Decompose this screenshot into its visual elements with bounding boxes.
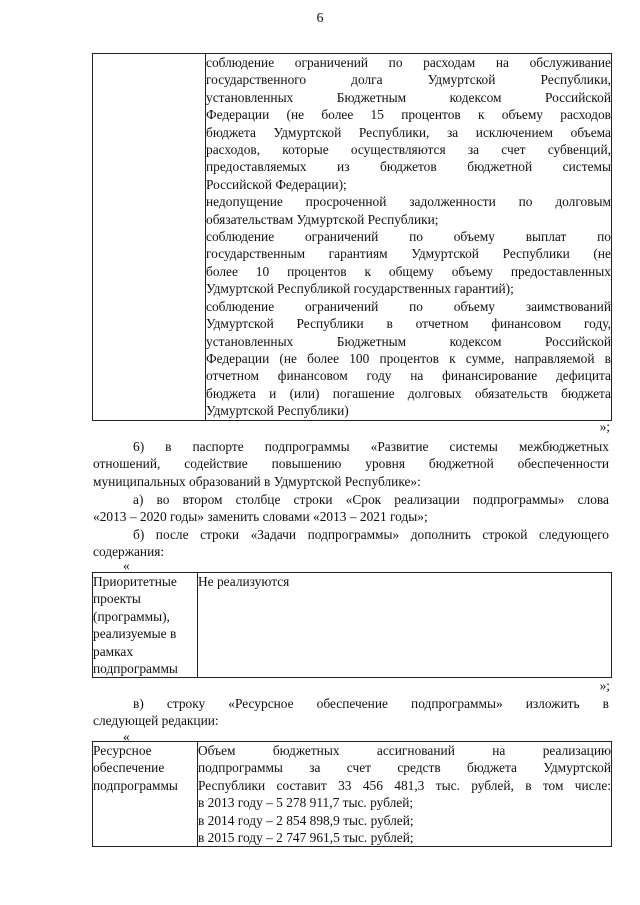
text-line: 6) в паспорте подпрограммы «Развитие системы межбюджетных: [133, 439, 609, 454]
text-line: обязательствам Удмуртской Республики;: [206, 211, 439, 227]
text-line: «2013 – 2020 годы» заменить словами «2013 – 2021 годы»;: [93, 509, 428, 525]
paragraph-a: [93, 491, 609, 526]
text-line: в 2013 году – 5 278 911,7 тыс. рублей;: [198, 795, 414, 811]
row-label-cell: [93, 573, 198, 678]
label-line: обеспечение: [93, 760, 165, 776]
opening-quote: «: [123, 558, 130, 573]
text-line: более 10 процентов к общему объему предоставленных: [206, 263, 611, 279]
text-line: в 2014 году – 2 854 898,9 тыс. рублей;: [198, 812, 414, 828]
text-line: соблюдение ограничений по объему заимствований: [206, 298, 611, 314]
text-line: установленных Бюджетным кодексом Российской: [206, 333, 611, 349]
label-line: Ресурсное: [93, 743, 152, 758]
text-line: установленных Бюджетным кодексом Российской: [206, 89, 611, 105]
text-line: а) во втором столбце строки «Срок реализации подпрограммы» слова: [133, 492, 609, 507]
text-line: бюджета Удмуртской Республики, за исключением объема: [206, 124, 611, 140]
text-line: подпрограммы за счет средств бюджета Удмуртской: [198, 760, 611, 776]
text-line: отчетном финансовом году на финансирование дефицита: [206, 368, 611, 384]
text-line: Федерации (не более 100 процентов к сумме, направляемой в: [206, 350, 611, 366]
objectives-cell: [206, 54, 612, 421]
priority-projects-table: [92, 572, 612, 678]
text-line: недопущение просроченной задолженности по долговым: [206, 194, 611, 210]
opening-quote: «: [123, 729, 130, 744]
text-line: в 2015 году – 2 747 961,5 тыс. рублей;: [198, 830, 414, 846]
row-label-cell: [93, 742, 198, 847]
label-line: Приоритетные: [93, 574, 177, 589]
resource-table: [92, 741, 612, 847]
text-line: соблюдение ограничений по объему выплат по: [206, 229, 611, 245]
label-line: рамках: [93, 643, 134, 659]
paragraph-v: [93, 695, 609, 730]
text-line: Республики составит 33 456 481,3 тыс. рублей, в том числе:: [198, 777, 611, 793]
text-line: Удмуртской Республики): [206, 403, 349, 419]
text-line: бюджета и (или) погашение долговых обязательств бюджета: [206, 385, 611, 401]
text-line: Федерации (не более 15 процентов к объему расходов: [206, 107, 611, 123]
text-line: Удмуртской Республикой государственных гарантий);: [206, 281, 514, 297]
text-line: отношений, содействие повышению уровня бюджетной обеспеченности: [93, 456, 609, 472]
text-line: Удмуртской Республики в отчетном финансовом году,: [206, 316, 611, 332]
value-cell: [198, 742, 612, 847]
text-line: муниципальных образований в Удмуртской Республике»:: [93, 473, 421, 489]
text-line: предоставляемых из бюджетов бюджетной системы: [206, 159, 611, 175]
label-line: (программы),: [93, 608, 170, 624]
text-line: Российской Федерации);: [206, 176, 347, 192]
text-line: расходов, которые осуществляются за счет субвенций,: [206, 142, 611, 158]
empty-left-cell: [93, 54, 206, 421]
text-line: Объем бюджетных ассигнований на реализацию: [198, 743, 611, 758]
text-line: в) строку «Ресурсное обеспечение подпрограммы» изложить в: [133, 696, 609, 711]
continuation-table: [92, 53, 612, 421]
text-line: государственным гарантиям Удмуртской Республики (не: [206, 246, 611, 262]
paragraph-6: [93, 438, 609, 490]
page-number: 6: [316, 11, 324, 26]
value-cell: Не реализуются: [198, 573, 612, 678]
label-line: реализуемые в: [93, 626, 177, 642]
label-line: подпрограммы: [93, 777, 178, 793]
label-line: проекты: [93, 591, 141, 607]
text-line: содержания:: [93, 544, 165, 560]
closing-quote: »;: [599, 419, 610, 434]
paragraph-b: [93, 526, 609, 561]
text-line: соблюдение ограничений по расходам на обслуживание: [206, 55, 611, 70]
label-line: подпрограммы: [93, 661, 178, 677]
closing-quote: »;: [599, 678, 610, 693]
text-line: б) после строки «Задачи подпрограммы» дополнить строкой следующего: [133, 527, 609, 542]
text-line: государственного долга Удмуртской Республики,: [206, 72, 611, 88]
text-line: следующей редакции:: [93, 713, 219, 729]
